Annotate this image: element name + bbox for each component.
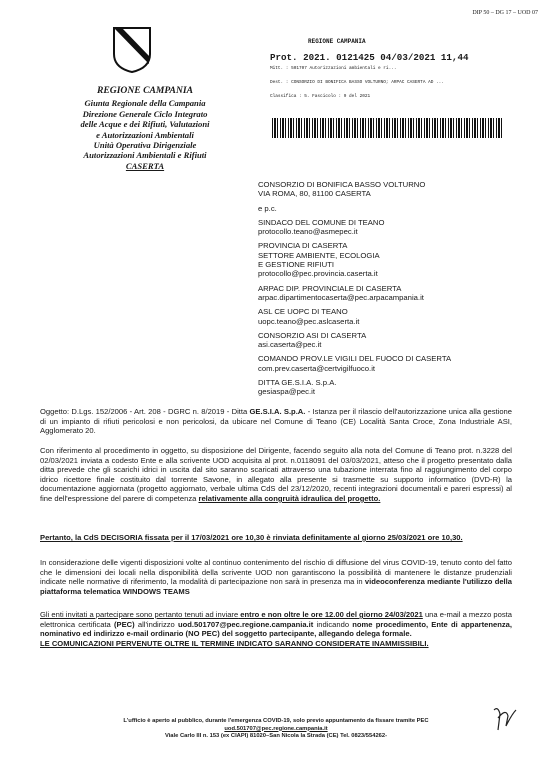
- sender-line: Direzione Generale Ciclo Integrato: [82, 108, 208, 119]
- recipient-block: [258, 354, 528, 373]
- recipient-pec: arpac.dipartimentocaserta@pec.arpacampania.it: [258, 292, 424, 302]
- recipient-pec: com.prev.caserta@certvigilfuoco.it: [258, 363, 376, 373]
- paragraph-text: all'indirizzo: [134, 619, 179, 629]
- recipient-pec: asi.caserta@pec.it: [258, 340, 322, 350]
- recipient-block: [258, 241, 528, 278]
- recipient-address: VIA ROMA, 80, 81100 CASERTA: [258, 189, 371, 199]
- sender-line: delle Acque e dei Rifiuti, Valutazioni: [80, 119, 210, 130]
- deadline-text: entro e non oltre le ore 12.00 del giorno 24/03/2021: [238, 610, 423, 619]
- paragraph-text: Gli enti invitati a partecipare sono pertanto tenuti ad inviare: [40, 610, 239, 619]
- recipient-block: [258, 180, 528, 199]
- paragraph-text: In considerazione delle vigenti disposizioni volte al continuo contenimento del rischio di diffusione del virus COVID-19, tenuto conto del fatto che le dimensioni dei locali nella disponibilità della scrivente UOD non garantiscono la possibilità di mantenere le distanze prudenziali indicate nelle normative di riferimento, la modalità di partecipazione non sarà in presenza ma in: [40, 558, 512, 587]
- body-paragraph-4: [40, 610, 512, 648]
- recipient-dept: SETTORE AMBIENTE, ECOLOGIA: [258, 250, 380, 260]
- recipient-name: PROVINCIA DI CASERTA: [258, 241, 348, 251]
- recipients-list: [258, 180, 528, 402]
- subject-company: GE.S.I.A. S.p.A.: [249, 407, 306, 416]
- recipient-dept: E GESTIONE RIFIUTI: [258, 260, 335, 270]
- sender-line: Giunta Regionale della Campania: [84, 98, 206, 109]
- paragraph-text: Con riferimento al procedimento in oggetto, su disposizione del Dirigente, facendo seguito alla nota del Comune di Teano prot. n.3228 del 02/03/2021 inviata a codesto Ente e alla scrivente UOD acquisita al prot. n.0118091 del 03/03/2021, atteso che il progetto presentato dalla ditta prevede che gli scarichi idrici in uscita dal sito saranno scaricati attraverso una tubazione interrata fino al raggiungimento del corpo idrico ricettore finale costituito dal torrente Savone, in allegato alla presente si trasmette su supporto informatico (DVD-R) la documentazione aggiornata (progetto aggiornato, verbale ultima CdS del 23/12/2020, recenti integrazioni documentali e pareri espressi) al fine dell'espressione del parere di competenza: [40, 446, 512, 503]
- recipient-block: [258, 331, 528, 350]
- paragraph-emphasis: relativamente alla congruità idraulica del progetto.: [198, 493, 381, 503]
- paragraph-text: indicando: [313, 619, 353, 629]
- recipient-block: [258, 307, 528, 326]
- recipient-block: [258, 378, 528, 397]
- stamp-header: REGIONE CAMPANIA: [308, 38, 366, 45]
- sender-line: Autorizzazioni Ambientali e Rifiuti: [83, 150, 207, 161]
- stamp-protocol: Prot. 2021. 0121425 04/03/2021 11,44: [270, 52, 469, 63]
- recipient-pec: protocollo@pec.provincia.caserta.it: [258, 269, 378, 279]
- subject-text: Oggetto: D.Lgs. 152/2006 - Art. 208 - DGRC n. 8/2019 - Ditta: [40, 407, 250, 416]
- sender-line: e Autorizzazioni Ambientali: [96, 129, 194, 140]
- footer-hours: L'ufficio è aperto al pubblico, durante l'emergenza COVID-19, solo previo appuntamento da fissare tramite PEC: [123, 718, 429, 724]
- recipient-pec: protocollo.teano@asmepec.it: [258, 227, 358, 237]
- paragraph-emphasis: videoconferenza mediante l'utilizzo della piattaforma telematica WINDOWS TEAMS: [40, 577, 512, 596]
- recipient-name: SINDACO DEL COMUNE DI TEANO: [258, 217, 385, 227]
- footer-pec: uod.501707@pec.regione.campania.it: [224, 725, 328, 732]
- cc-label: e p.c.: [258, 203, 277, 213]
- recipient-block: [258, 218, 528, 237]
- footer-address: Viale Carlo III n. 153 (ex CIAPI) 81020–San Nicola la Strada (CE) Tel. 0823/554262-: [164, 733, 388, 740]
- recipient-name: CONSORZIO DI BONIFICA BASSO VOLTURNO: [258, 180, 426, 189]
- subject-paragraph: [40, 407, 512, 436]
- paragraph-text: una e-mail a mezzo posta elettronica certificata: [40, 610, 512, 629]
- sender-city: CASERTA: [125, 160, 165, 171]
- recipient-name: ASL CE UOPC DI TEANO: [258, 307, 348, 317]
- subject-text: - Istanza per il rilascio dell'autorizzazione unica alla gestione di un impianto di rifiuti pericolosi e non pericolosi, da ubicare nel Comune di Teano (CE) Località Santa Croce, Zona Industriale ASI, Agglomerato 20.: [40, 407, 513, 436]
- recipient-name: COMANDO PROV.LE VIGILI DEL FUOCO DI CASERTA: [258, 354, 452, 364]
- recipient-name: CONSORZIO ASI DI CASERTA: [258, 330, 367, 340]
- document-reference: DIP 50 – DG 17 – UOD 07: [472, 10, 538, 16]
- protocol-stamp: [262, 36, 524, 156]
- pec-address: uod.501707@pec.regione.campania.it: [178, 619, 314, 629]
- stamp-recipients: Dest. : CONSORZIO DI BONIFICA BASSO VOLTURNO; ARPAC CASERTA AD ...: [270, 80, 444, 85]
- recipient-pec: uopc.teano@pec.aslcaserta.it: [258, 316, 360, 326]
- sender-title: REGIONE CAMPANIA: [96, 85, 194, 96]
- recipient-name: DITTA GE.S.I.A. S.p.A.: [258, 378, 337, 388]
- stamp-barcode: [272, 118, 502, 138]
- sender-line: Unità Operativa Dirigenziale: [93, 140, 197, 151]
- recipient-name: ARPAC DIP. PROVINCIALE DI CASERTA: [258, 283, 402, 293]
- postponement-notice: Pertanto, la CdS DECISORIA fissata per il 17/03/2021 ore 10,30 è rinviata definitamente al giorno 25/03/2021 ore 10,30.: [40, 533, 463, 542]
- paragraph-emphasis: (PEC): [113, 619, 135, 629]
- recipient-block: [258, 284, 528, 303]
- sender-header: [40, 86, 250, 171]
- recipient-pec: gesiaspa@pec.it: [258, 387, 315, 397]
- body-paragraph-3: [40, 558, 512, 596]
- regione-campania-crest: [112, 26, 152, 74]
- stamp-classification: Classifica : 5. Fascicolo : 9 del 2021: [270, 94, 371, 99]
- office-footer: [40, 718, 512, 741]
- paragraph-emphasis: nome procedimento, Ente di appartenenza, nominativo ed indirizzo e-mail ordinario (NO PEC) del soggetto partecipante, allegando delega formale.: [40, 619, 513, 639]
- stamp-sender: Mitt. : 501707 Autorizzazioni ambientali e ri...: [270, 66, 397, 71]
- body-paragraph-1: [40, 446, 512, 504]
- inadmissibility-notice: LE COMUNICAZIONI PERVENUTE OLTRE IL TERMINE INDICATO SARANNO CONSIDERATE INAMMISSIBILI.: [40, 638, 429, 648]
